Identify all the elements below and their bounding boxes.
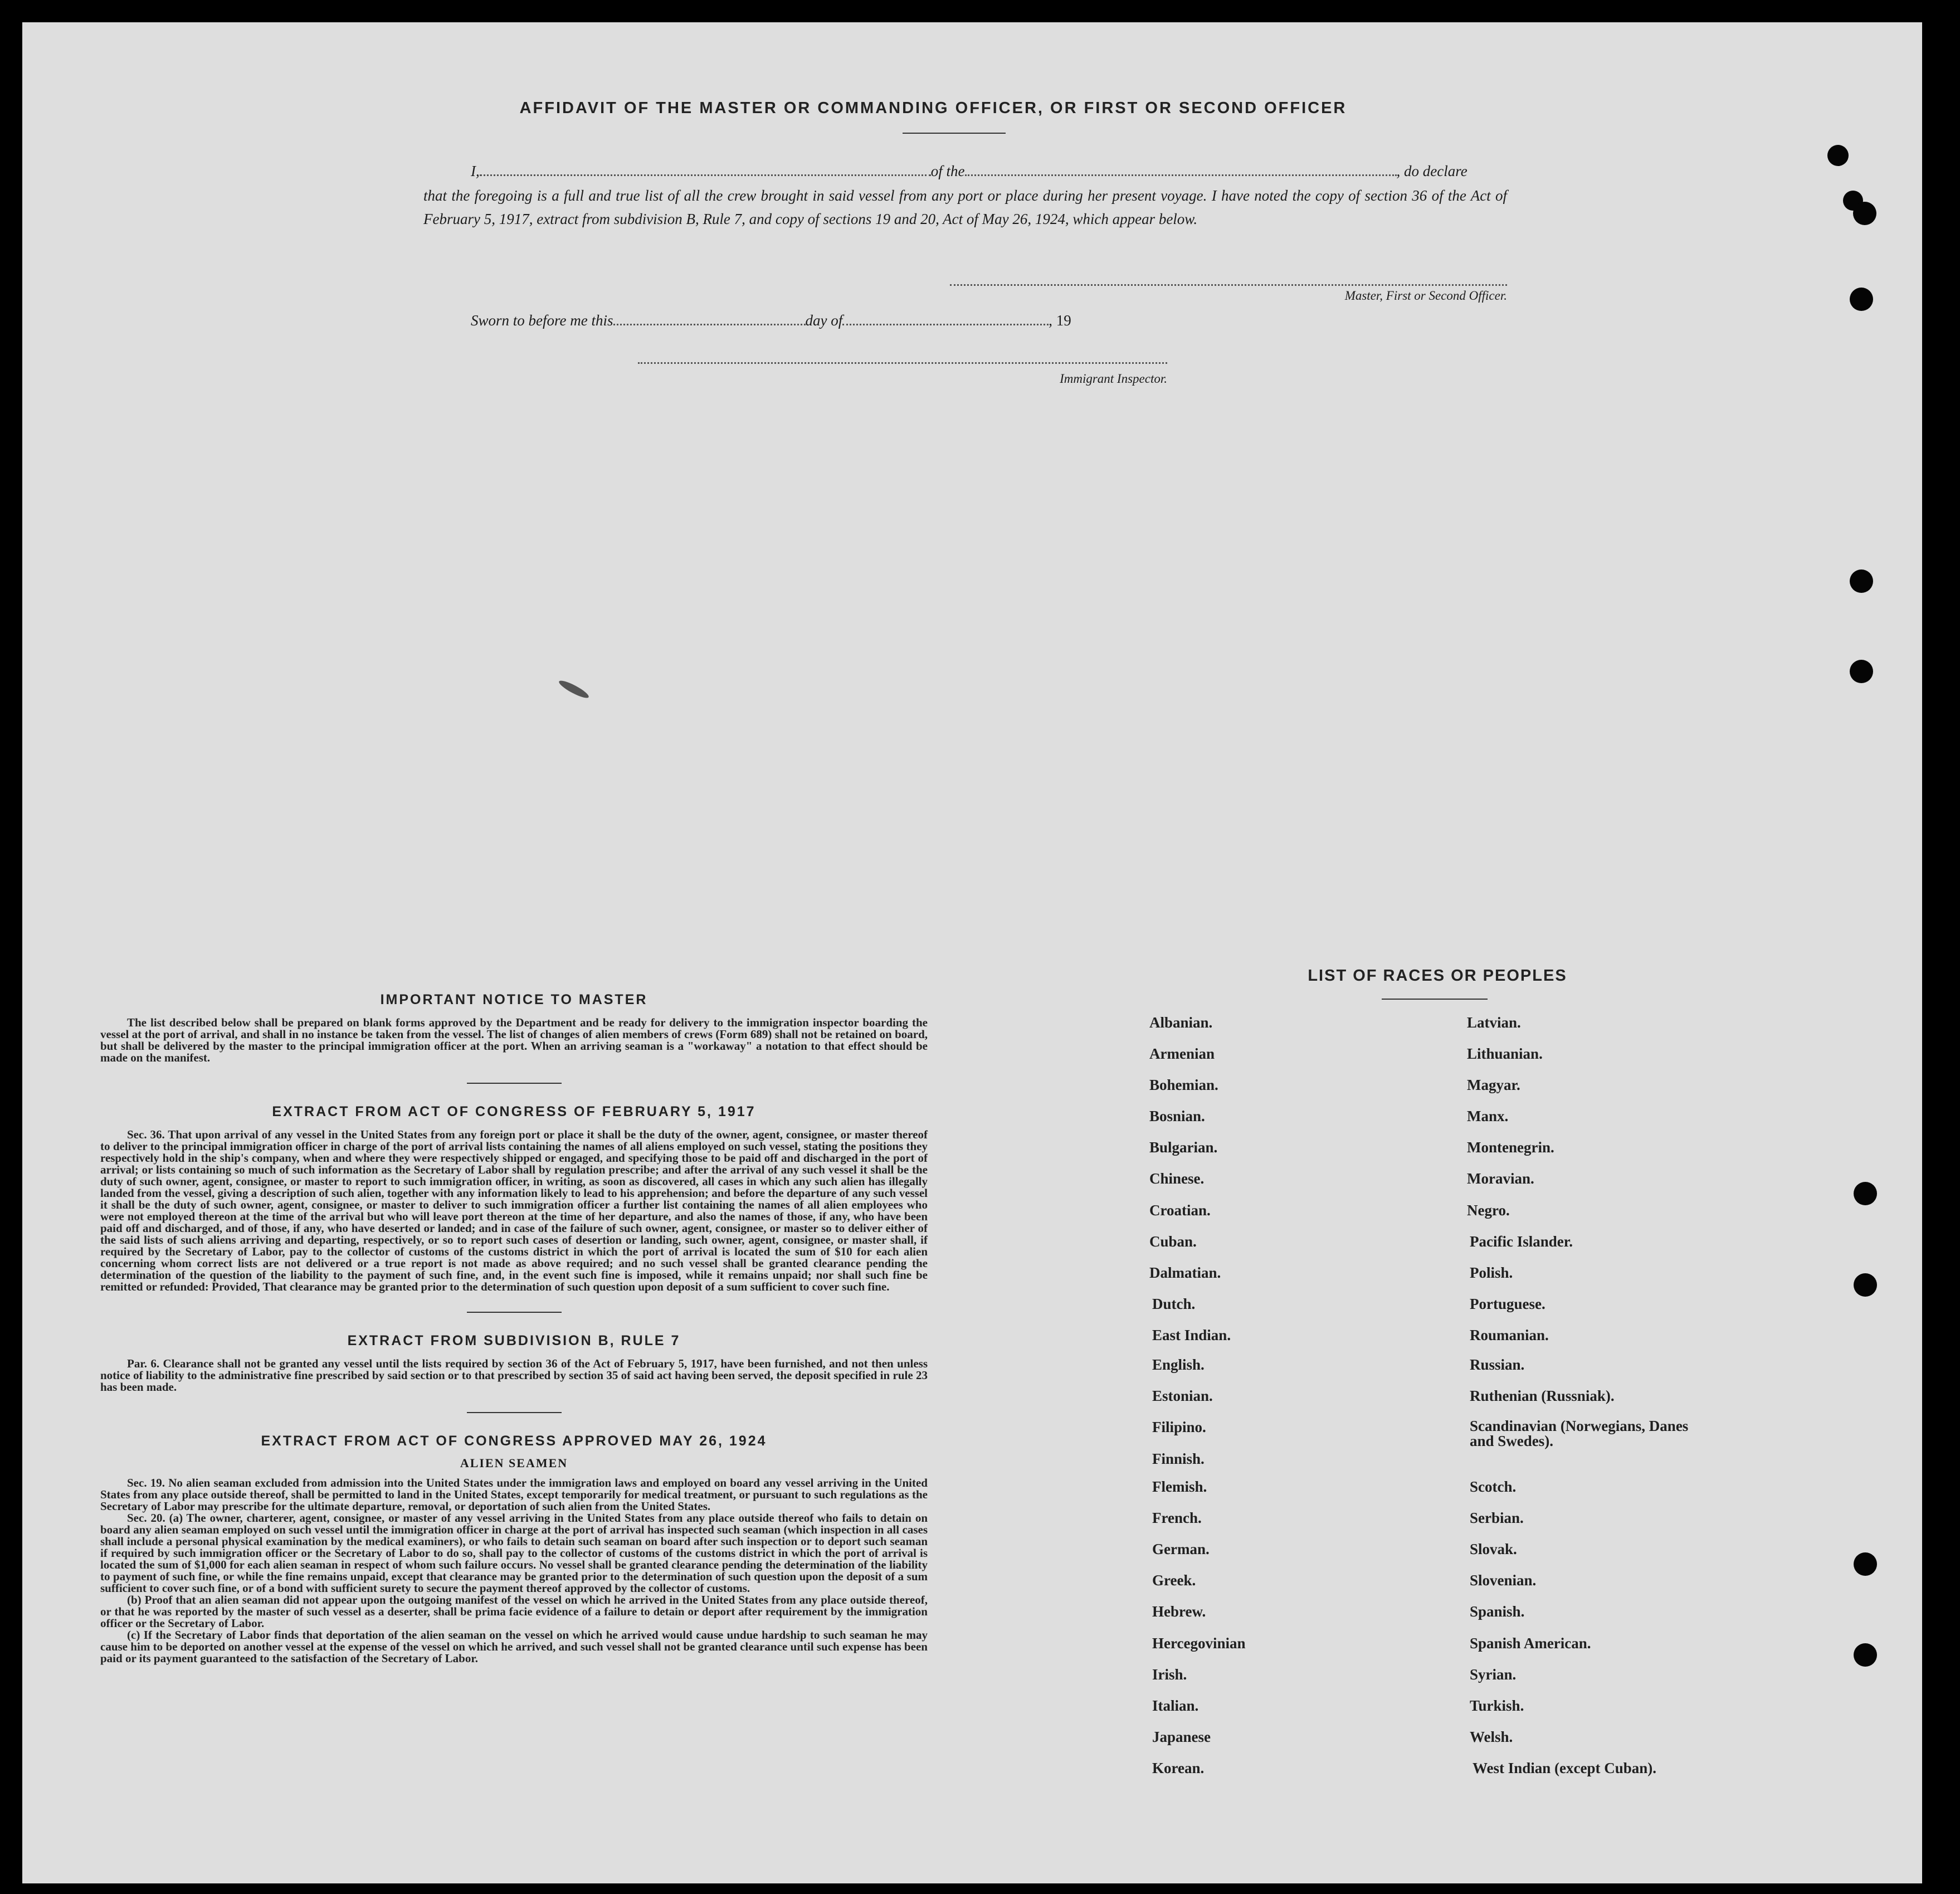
race-left-item: Korean. [1152,1760,1205,1776]
extract-1924-title: EXTRACT FROM ACT OF CONGRESS APPROVED MAY 26, 1924 [261,1433,767,1449]
race-left-item: Hebrew. [1152,1603,1206,1620]
punch-hole [1854,1182,1877,1205]
sec20c-text: (c) If the Secretary of Labor finds that deportation of the alien seaman on the vessel on which he arrived would cause undue hardship to such seaman he may cause him to be deported on another vessel at the expense of the vessel on which he arrived, and such vessel shall not be granted clearance until such expense has been paid or its payment guaranteed to the satisfaction of the Secretary of Labor. [100,1628,928,1665]
race-right-item: Scotch. [1470,1478,1517,1495]
sec20b-text: (b) Proof that an alien seaman did not appear upon the outgoing manifest of the vessel on which he arrived in the United States from any place outside thereof, or that he was reported by the master of such vessel as a deserter, shall be prima facie evidence of a failure to detain or deport after requirement by the immigration officer or the Secretary of Labor. [100,1593,928,1630]
race-right-item: Scandinavian (Norwegians, Danes and Swedes). [1470,1418,1689,1449]
punch-hole [1853,202,1876,225]
race-right-item: Lithuanian. [1467,1045,1543,1062]
affidavit-do-declare: , do declare [1396,163,1467,179]
race-left-item: Greek. [1152,1572,1196,1589]
race-left-item: Albanian. [1149,1014,1213,1031]
officer-signature-line[interactable] [950,284,1507,286]
inspector-signature-label: Immigrant Inspector. [1060,372,1167,386]
race-right-item: Latvian. [1467,1014,1521,1031]
race-left-item: Armenian [1149,1045,1215,1062]
notice-title: IMPORTANT NOTICE TO MASTER [380,992,648,1007]
extract-1917-divider [467,1312,562,1313]
affidavit-body: that the foregoing is a full and true list of all the crew brought in said vessel from any port or place during her present voyage. I have noted the copy of section 36 of the Act of February 5, 1917, extract from subdivision B, Rule 7, and copy of sections 19 and 20, Act of May 26, 1924, which appear below. [423,187,1507,227]
alien-seamen-subtitle: ALIEN SEAMEN [460,1456,568,1470]
race-left-item: Italian. [1152,1697,1199,1714]
punch-hole [1854,1643,1877,1667]
affidavit-i-label: I, [471,163,480,179]
sworn-month-field[interactable] [842,324,1049,325]
extract-1917-title: EXTRACT FROM ACT OF CONGRESS OF FEBRUARY 5, 1917 [272,1104,756,1119]
race-right-item: Welsh. [1470,1729,1513,1745]
race-right-item: Slovak. [1470,1541,1517,1557]
race-right-item: Syrian. [1470,1666,1517,1683]
ink-smudge [557,678,591,701]
race-right-item: Spanish American. [1470,1635,1591,1652]
inspector-signature-line[interactable] [638,362,1167,364]
punch-hole [1850,569,1873,593]
rule7-text: Par. 6. Clearance shall not be granted any vessel until the lists required by section 36 of the Act of February 5, 1917, have been furnished, and not then unless notice of liability to the administrative fine prescribed by said section or to that prescribed by section 35 of said act having been served, the deposit specified in rule 23 has been made. [100,1357,928,1394]
race-right-item: Pacific Islander. [1470,1233,1573,1250]
officer-signature-label: Master, First or Second Officer. [1344,289,1507,303]
vessel-name-field[interactable] [965,174,1397,176]
rule7-divider [467,1412,562,1413]
race-left-item: Dutch. [1152,1296,1196,1312]
sec20a-text: Sec. 20. (a) The owner, charterer, agent, consignee, or master of any vessel arriving in the United States from any place outside thereof who fails to detain on board any alien seaman employed on such vessel until the immigration officer in charge at the port of arrival has inspected such seaman (which inspection in all cases shall include a personal physical examination by the medical examiners), or who fails to detain such seaman on board after such inspection or to deport such seaman if required by such immigration officer or the Secretary of Labor to do so, shall pay to the collector of customs of the customs district in which the port of arrival is located the sum of $1,000 for each alien seaman in respect of whom such failure occurs. No vessel shall be granted clearance pending the determination of the liability to payment of such fine, or while the fine remains unpaid, except that clearance may be granted prior to the determination of such question upon the deposit of a sum sufficient to cover such fine, or of a bond with sufficient surety to secure the payment thereof approved by the collector of customs. [100,1511,928,1595]
race-right-item: West Indian (except Cuban). [1473,1760,1657,1776]
race-right-item: Roumanian. [1470,1327,1549,1343]
notice-divider [467,1083,562,1084]
punch-hole [1850,288,1873,311]
race-left-item: Hercegovinian [1152,1635,1246,1652]
races-title: LIST OF RACES OR PEOPLES [1308,967,1567,985]
affidavit-title-rule [903,133,1006,134]
punch-hole [1850,660,1873,683]
race-right-item: Magyar. [1467,1077,1520,1093]
race-right-item: Negro. [1467,1202,1510,1219]
race-left-item: Chinese. [1149,1170,1205,1187]
race-left-item: German. [1152,1541,1210,1557]
sworn-label: Sworn to before me this [471,312,613,329]
race-right-item: Slovenian. [1470,1572,1537,1589]
notice-text: The list described below shall be prepared on blank forms approved by the Department and be ready for delivery to the immigration inspector boarding the vessel at the port of arrival, and shall in no instance be taken from the vessel. The list of changes of alien members of crews (Form 689) shall not be retained on board, but shall be delivered by the master to the principal immigration officer at the port. When an arriving seaman is a "workaway" a notation to that effect should be made on the manifest. [100,1016,928,1064]
race-right-item: Ruthenian (Russniak). [1470,1387,1615,1404]
sec19-text: Sec. 19. No alien seaman excluded from admission into the United States under the immigration laws and employed on board any vessel arriving in the United States from any place outside thereof, shall be permitted to land in the United States, except temporarily for medical treatment, or pursuant to such regulations as the Secretary of Labor may prescribe for the ultimate departure, removal, or deportation of such alien from the United States. [100,1476,928,1513]
race-left-item: Croatian. [1149,1202,1211,1219]
master-name-field[interactable] [480,174,931,176]
race-left-item: Bohemian. [1149,1077,1218,1093]
race-left-item: Flemish. [1152,1478,1207,1495]
race-right-item: Spanish. [1470,1603,1525,1620]
race-right-item: Montenegrin. [1467,1139,1554,1156]
race-left-item: French. [1152,1510,1202,1526]
punch-hole [1827,145,1849,166]
sworn-day-field[interactable] [613,324,806,325]
race-right-item: Manx. [1467,1108,1509,1124]
affidavit-title: AFFIDAVIT OF THE MASTER OR COMMANDING OFFICER, OR FIRST OR SECOND OFFICER [519,99,1347,117]
race-left-item: Bosnian. [1149,1108,1205,1124]
race-left-item: Bulgarian. [1149,1139,1218,1156]
race-left-item: East Indian. [1152,1327,1231,1343]
day-of-label: day of [805,312,843,329]
race-right-item: Portuguese. [1470,1296,1545,1312]
affidavit-of-the: of the [930,163,965,179]
race-right-item: Serbian. [1470,1510,1524,1526]
race-left-item: Finnish. [1152,1450,1205,1467]
race-left-item: Estonian. [1152,1387,1213,1404]
legal-column [100,992,928,1664]
punch-hole [1854,1552,1877,1576]
rule7-title: EXTRACT FROM SUBDIVISION B, RULE 7 [347,1333,681,1348]
race-left-item: English. [1152,1356,1205,1373]
race-left-item: Dalmatian. [1149,1264,1221,1281]
race-right-item: Turkish. [1470,1697,1524,1714]
race-right-item: Moravian. [1467,1170,1534,1187]
extract-1917-text: Sec. 36. That upon arrival of any vessel in the United States from any foreign port or place it shall be the duty of the owner, agent, consignee, or master thereof to deliver to the principal immigration officer in charge of the port of arrival lists containing the names of all aliens employed on such vessel, stating the positions they respectively hold in the ship's company, when and where they were respectively shipped or engaged, and specifying those to be paid off and discharged in the port of arrival; or lists containing so much of such information as the Secretary of Labor shall by regulation prescribe; and after the arrival of any such vessel it shall be the duty of such owner, agent, consignee, or master to report to such immigration officer, in writing, as soon as discovered, all cases in which any such alien has illegally landed from the vessel, giving a description of such alien, together with any information likely to lead to his apprehension; and before the departure of any such vessel it shall be the duty of such owner, agent, consignee, or master to deliver to such immigration officer a further list containing the names of all alien employees who were not employed thereon at the time of the arrival but who will leave port thereon at the time of her departure, and also the names of those, if any, who have been paid off and discharged, and of those, if any, who have deserted or landed; and in case of the failure of such owner, agent, consignee, or master so to deliver either of the said lists of such aliens arriving and departing, respectively, or so to report such cases of desertion or landing, such owner, agent, consignee, or master shall, if required by the Secretary of Labor, pay to the collector of customs of the customs district in which the port of arrival is located the sum of $10 for each alien concerning whom correct lists are not delivered or a true report is not made as above required; and no such vessel shall be granted clearance pending the determination of the question of the liability to the payment of such fine, and, in the event such fine is imposed, while it remains unpaid; nor shall such fine be remitted or refunded: Provided, That clearance may be granted prior to the determination of such question upon deposit of a sum sufficient to cover such fine. [100,1128,928,1293]
sworn-line [471,312,1071,329]
race-right-item: Russian. [1470,1356,1525,1373]
punch-hole [1854,1273,1877,1297]
affidavit-declaration-line [471,163,1507,180]
races-title-rule [1382,999,1488,1000]
race-right-item: Polish. [1470,1264,1513,1281]
document-page [22,22,1922,1883]
race-left-item: Japanese [1152,1729,1211,1745]
year-label: , 19 [1049,312,1071,329]
race-left-item: Irish. [1152,1666,1187,1683]
race-left-item: Filipino. [1152,1419,1206,1435]
race-left-item: Cuban. [1149,1233,1197,1250]
